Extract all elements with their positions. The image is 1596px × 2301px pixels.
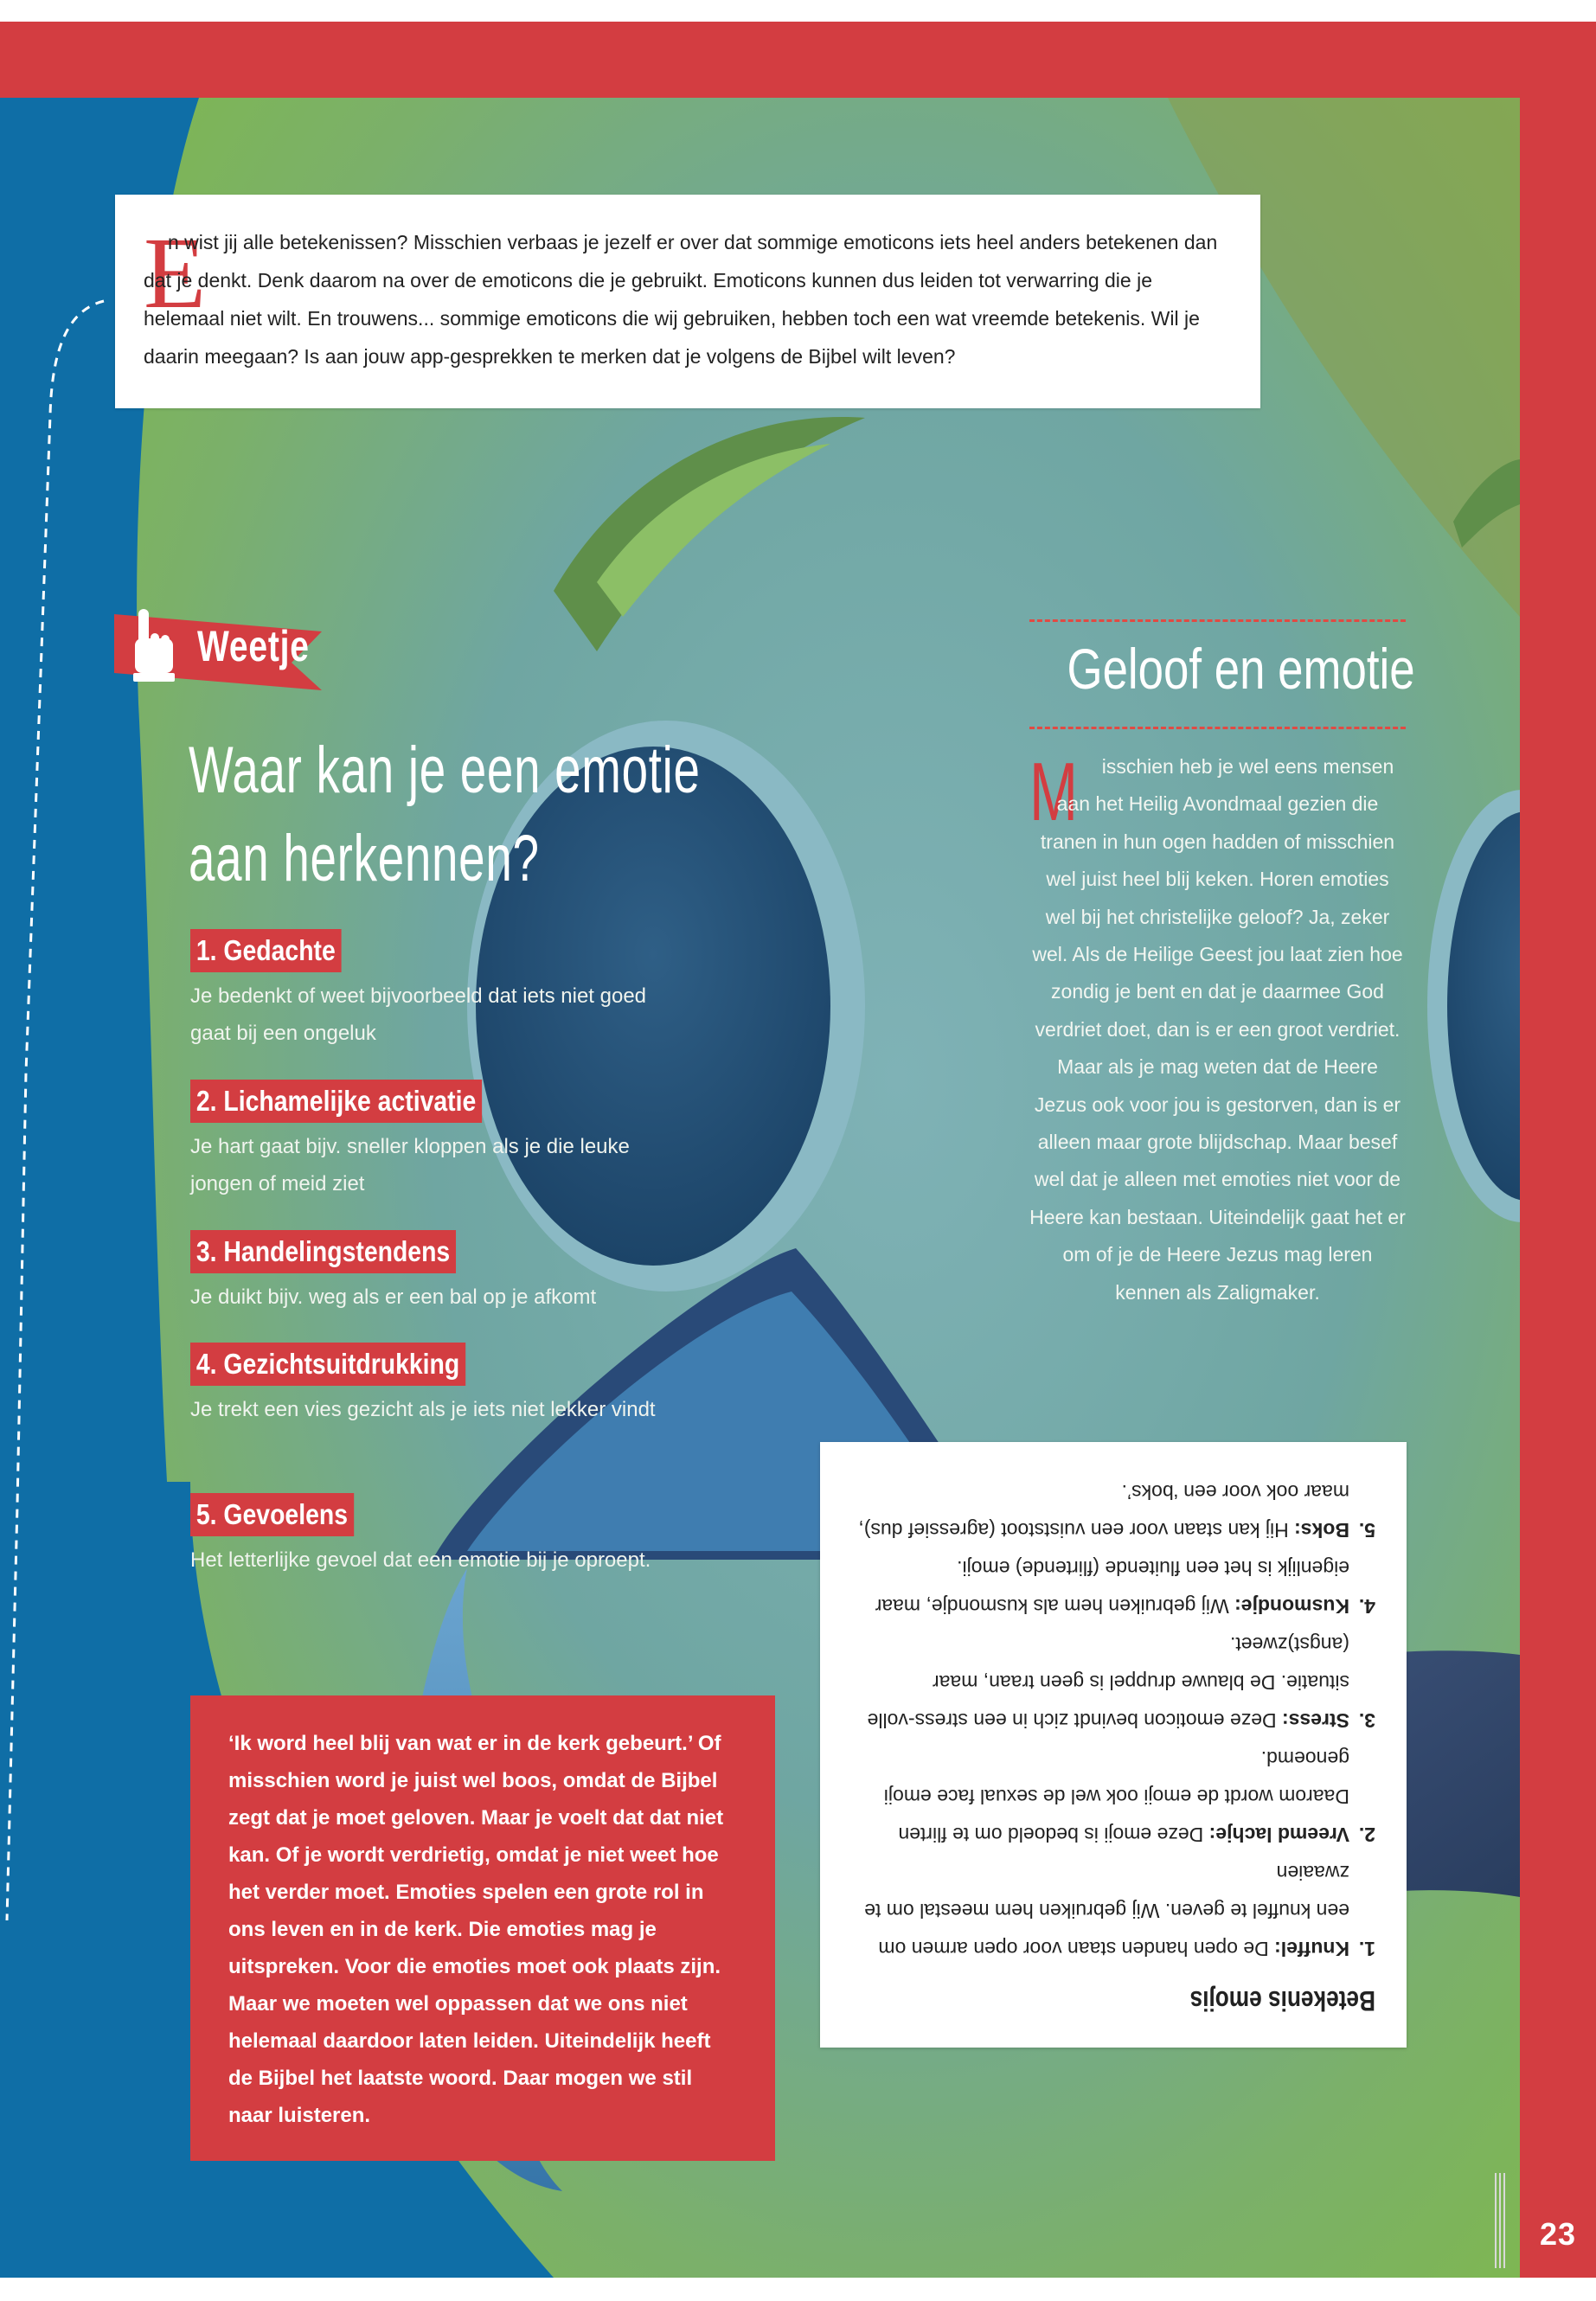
top-accent-bar [0, 22, 1596, 98]
quote-box [190, 1695, 775, 2161]
geloof-drop-cap: M [1029, 746, 1078, 838]
betekenis-item [856, 1625, 1375, 1740]
betekenis-emojis-box [820, 1442, 1407, 2048]
betekenis-number: 1. [1358, 1938, 1375, 1960]
weetje-item-label: 5. Gevoelens [190, 1493, 354, 1536]
geloof-text: isschien heb je wel eens mensen aan het Heilig Avondmaal gezien die tranen in hun ogen hadden of misschien wel juist heel blij keken. Horen emoties wel bij het christelijke geloof? Ja, zeker wel. Als de Heilige Geest jou laat zien hoe zondig je bent en dat je daarmee God verdriet doet, dan is er een groot verdriet. Maar als je mag weten dat de Heere Jezus ook voor jou is gestorven, dan is er alleen maar grote blijdschap. Maar besef wel dat je alleen met emoties niet voor de Heere kan bestaan. Uiteindelijk gaat het er om of je de Heere Jezus mag leren kennen als Zaligmaker. [1029, 755, 1406, 1304]
weetje-heading-line2: aan herkennen? [189, 822, 540, 895]
intro-drop-cap: E [144, 216, 207, 330]
betekenis-text: Hij kan staan voor een vuiststoot (agressief dus), maar ook voor een ‘boks’. [858, 1481, 1349, 1541]
page-edge-lines [1495, 2173, 1505, 2268]
betekenis-item [856, 1740, 1375, 1854]
weetje-item-label: 2. Lichamelijke activatie [190, 1080, 482, 1123]
weetje-item-text: Het letterlijke gevoel dat een emotie bij je oproept. [190, 1548, 651, 1572]
geloof-divider-top [1029, 619, 1406, 622]
betekenis-emojis-rotated [820, 1442, 1407, 2048]
weetje-item [190, 929, 675, 1052]
page-number: 23 [1539, 2216, 1577, 2252]
weetje-item [190, 1080, 675, 1202]
weetje-item [190, 1493, 675, 1579]
weetje-item-label: 1. Gedachte [190, 929, 342, 972]
betekenis-title: Betekenis emojis [1189, 1985, 1375, 2016]
betekenis-item [856, 1473, 1375, 1549]
geloof-paragraph [1029, 748, 1406, 1311]
betekenis-text: Wij gebruiken hem als kusmondje, maar eigenlijk is het een fluitende (flirtende) emoji. [875, 1557, 1349, 1618]
dashed-decoration-line [0, 294, 121, 1920]
geloof-title: Geloof en emotie [1067, 637, 1415, 701]
intro-paragraph: n wist jij alle betekenissen? Misschien verbaas je jezelf er over dat sommige emoticons iets heel anders betekenen dan dat je denkt. Denk daarom na over de emoticons die je gebruikt. Emoticons kunnen dus leiden tot verwarring die je helemaal niet wilt. En trouwens... sommige emoticons die wij gebruiken, hebben toch een wat vreemde betekenis. Wil je daarin meegaan? Is aan jouw app-gesprekken te merken dat je volgens de Bijbel wilt leven? [144, 231, 1218, 368]
weetje-item-text: Je duikt bijv. weg als er een bal op je afkomt [190, 1285, 597, 1309]
weetje-heading-line1: Waar kan je een emotie [189, 734, 701, 807]
right-accent-bar [1520, 98, 1596, 2278]
betekenis-term: Boks: [1294, 1519, 1349, 1541]
betekenis-term: Knuffel: [1274, 1938, 1349, 1960]
weetje-item-text: Je trekt een vies gezicht als je iets niet lekker vindt [190, 1398, 656, 1421]
betekenis-item [856, 1854, 1375, 1968]
weetje-item-text: Je bedenkt of weet bijvoorbeeld dat iets niet goed gaat bij een ongeluk [190, 984, 647, 1045]
betekenis-text: De open handen staan voor open armen om een knuffel te geven. Wij gebruiken hem meestal om te zwaaien [864, 1862, 1349, 1960]
betekenis-number: 5. [1358, 1519, 1375, 1541]
betekenis-number: 3. [1358, 1709, 1375, 1732]
betekenis-term: Stress: [1282, 1709, 1349, 1732]
weetje-item [190, 1230, 675, 1316]
weetje-item-text: Je hart gaat bijv. sneller kloppen als je die leuke jongen of meid ziet [190, 1135, 630, 1195]
geloof-divider-bottom [1029, 727, 1406, 729]
weetje-item-label: 4. Gezichtsuitdrukking [190, 1343, 465, 1386]
quote-text: ‘Ik word heel blij van wat er in de kerk gebeurt.’ Of misschien word je juist wel boos, omdat de Bijbel zegt dat je moet geloven. Maar je voelt dat dat niet kan. Of je wordt verdrietig, omdat je niet weet hoe het verder moet. Emoties spelen een grote rol in ons leven en in de kerk. Die emoties mag je uitspreken. Voor die emoties moet ook plaats zijn. Maar we moeten wel oppassen dat we ons niet helemaal daardoor laten leiden. Uiteindelijk heeft de Bijbel het laatste woord. Daar mogen we stil naar luisteren. [228, 1732, 724, 2127]
weetje-item-label: 3. Handelingstendens [190, 1230, 456, 1273]
betekenis-text: Deze emoticon bevindt zich in een stress-volle situatie. De blauwe druppel is geen traan, maar (angst)zweet. [867, 1633, 1349, 1732]
betekenis-list [856, 1473, 1375, 1968]
betekenis-item [856, 1549, 1375, 1625]
betekenis-term: Kusmondje: [1234, 1595, 1349, 1618]
betekenis-number: 2. [1358, 1823, 1375, 1846]
weetje-item [190, 1343, 675, 1428]
betekenis-text: Deze emoji is bedoeld om te flirten Daarom wordt de emoji ook wel de sexual face emoji genoemd. [883, 1747, 1349, 1846]
betekenis-number: 4. [1358, 1595, 1375, 1618]
betekenis-term: Vreemd lachje: [1208, 1823, 1349, 1846]
weetje-heading [189, 727, 701, 903]
weetje-label: Weetje [197, 622, 310, 670]
